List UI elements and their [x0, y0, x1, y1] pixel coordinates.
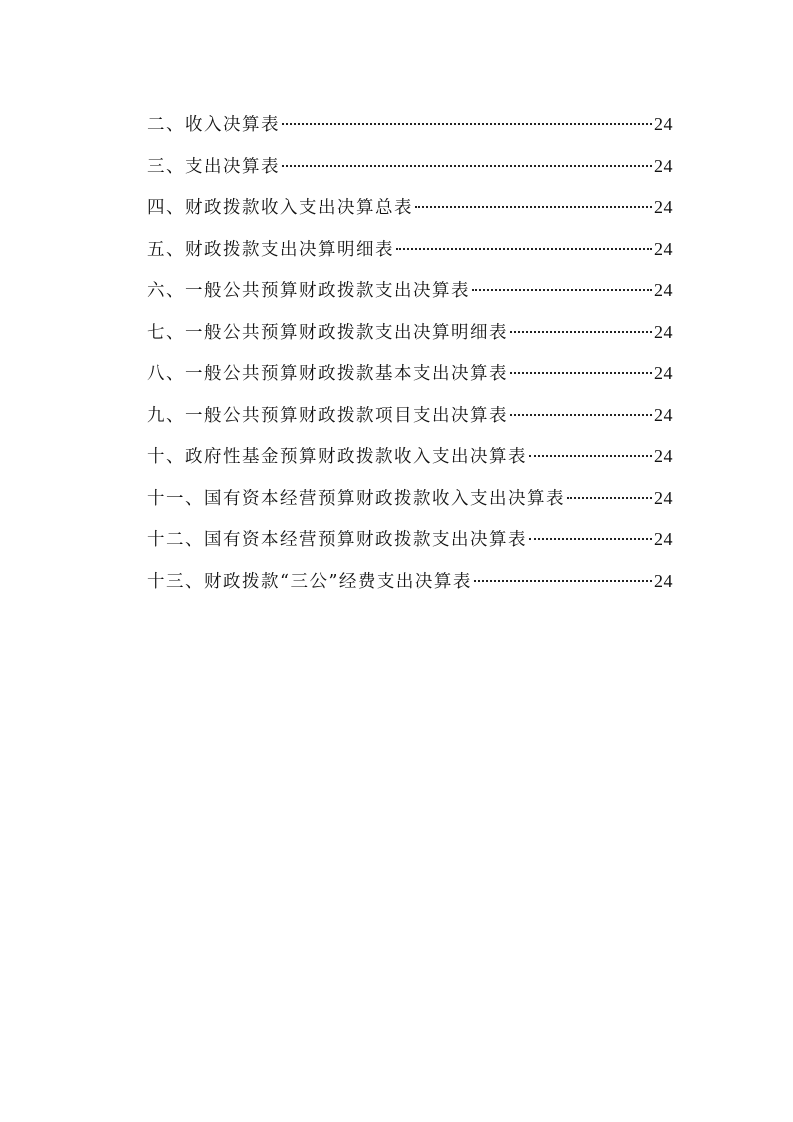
table-of-contents	[147, 104, 673, 602]
toc-entry	[147, 270, 673, 312]
toc-entry-page-number: 24	[654, 487, 673, 508]
toc-entry-title: 五、财政拨款支出决算明细表	[147, 239, 394, 260]
toc-dot-leader	[529, 538, 652, 540]
toc-dot-leader	[510, 372, 652, 374]
toc-entry-title: 十二、国有资本经营预算财政拨款支出决算表	[147, 530, 527, 550]
toc-entry	[147, 353, 673, 395]
toc-entry	[147, 104, 673, 146]
toc-dot-leader	[472, 289, 652, 291]
toc-entry-page-number: 24	[654, 321, 673, 342]
toc-entry	[147, 436, 673, 478]
toc-entry-title: 八、一般公共预算财政拨款基本支出决算表	[147, 364, 508, 384]
toc-entry	[147, 478, 673, 520]
toc-entry	[147, 229, 673, 271]
toc-entry-page-number: 24	[654, 114, 673, 134]
toc-entry-page-number: 24	[654, 446, 673, 466]
toc-entry	[147, 146, 673, 188]
toc-entry-page-number: 24	[654, 155, 673, 176]
toc-entry-page-number: 24	[654, 404, 673, 425]
toc-dot-leader	[415, 206, 652, 208]
toc-dot-leader	[396, 248, 652, 250]
toc-dot-leader	[282, 123, 652, 125]
toc-dot-leader	[529, 455, 652, 457]
toc-entry-page-number: 24	[654, 197, 673, 217]
toc-entry-page-number: 24	[654, 529, 673, 549]
toc-entry-title: 六、一般公共预算财政拨款支出决算表	[147, 281, 470, 301]
toc-entry-title: 十三、财政拨款“三公”经费支出决算表	[147, 571, 472, 592]
toc-entry	[147, 561, 673, 603]
toc-entry	[147, 312, 673, 354]
toc-entry	[147, 395, 673, 437]
toc-entry	[147, 519, 673, 561]
toc-entry-page-number: 24	[654, 363, 673, 383]
toc-entry-title: 二、收入决算表	[147, 115, 280, 135]
toc-entry-title: 九、一般公共预算财政拨款项目支出决算表	[147, 405, 508, 426]
toc-entry-title: 十、政府性基金预算财政拨款收入支出决算表	[147, 447, 527, 467]
toc-entry-title: 十一、国有资本经营预算财政拨款收入支出决算表	[147, 488, 565, 509]
toc-entry-title: 三、支出决算表	[147, 156, 280, 177]
toc-entry	[147, 187, 673, 229]
toc-dot-leader	[282, 165, 652, 167]
toc-dot-leader	[567, 497, 652, 499]
toc-dot-leader	[510, 414, 652, 416]
toc-entry-page-number: 24	[654, 238, 673, 259]
toc-entry-page-number: 24	[654, 280, 673, 300]
toc-entry-title: 四、财政拨款收入支出决算总表	[147, 198, 413, 218]
toc-dot-leader	[474, 580, 652, 582]
toc-entry-title: 七、一般公共预算财政拨款支出决算明细表	[147, 322, 508, 343]
toc-dot-leader	[510, 331, 652, 333]
toc-entry-page-number: 24	[654, 570, 673, 591]
